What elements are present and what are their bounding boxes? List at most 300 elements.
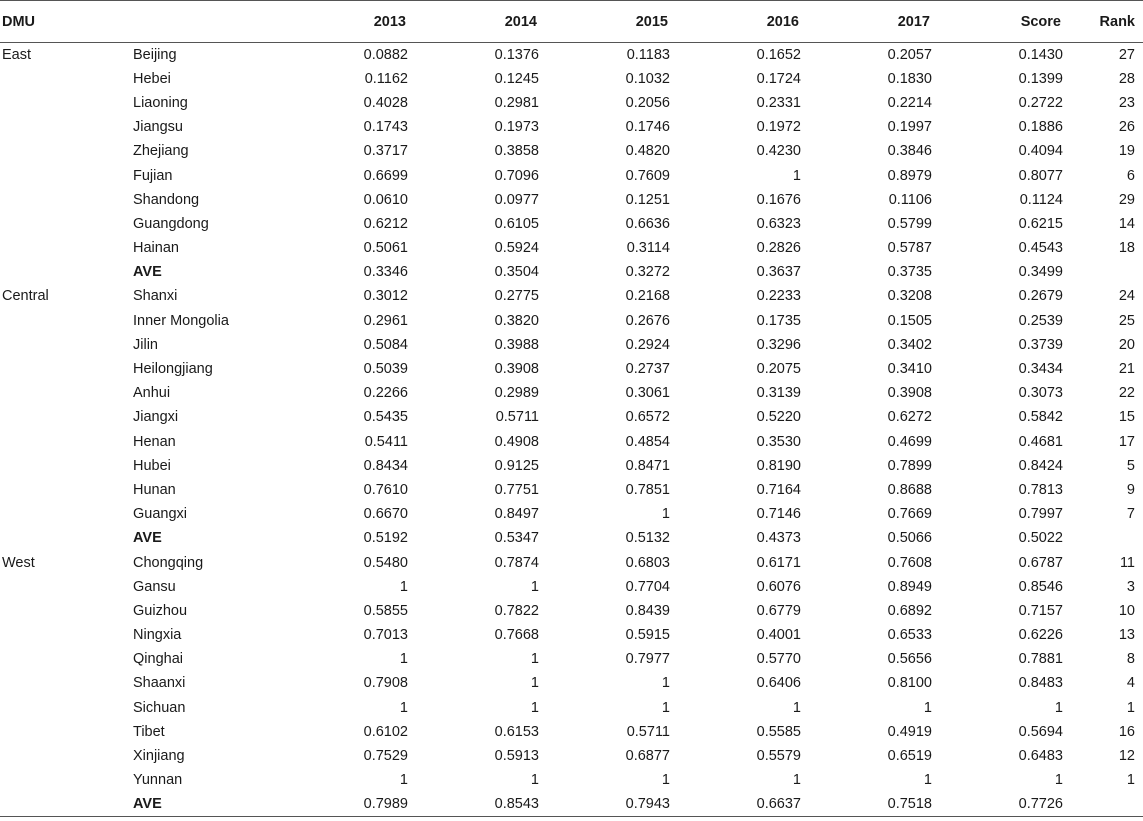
province-name: Sichuan <box>133 699 186 716</box>
score-cell: 1 <box>1054 772 1063 789</box>
region-cell <box>0 405 125 429</box>
value-2013: 0.2961 <box>363 312 408 329</box>
value-2013: 0.7610 <box>363 481 408 498</box>
value-2017: 0.7518 <box>807 792 938 816</box>
table-row <box>0 309 1143 333</box>
value-2013: 0.3717 <box>363 143 408 160</box>
value-2015: 0.3114 <box>626 240 670 257</box>
value-2017: 0.5787 <box>887 240 932 257</box>
score-cell: 0.3739 <box>1018 336 1063 353</box>
value-2015: 0.5132 <box>625 530 670 547</box>
value-2017: 0.8688 <box>887 481 932 498</box>
value-2014: 0.7668 <box>494 627 539 644</box>
rank-cell: 22 <box>1118 385 1135 402</box>
region-cell <box>0 163 125 187</box>
table-row <box>0 575 1143 599</box>
score-cell: 0.8077 <box>1018 167 1063 184</box>
value-2014: 0.3858 <box>494 143 539 160</box>
value-2014: 0.5347 <box>494 530 539 547</box>
score-cell: 0.1399 <box>1018 70 1063 87</box>
value-2017: 0.6892 <box>887 602 932 619</box>
value-2017: 0.7899 <box>887 457 932 474</box>
province-name: Fujian <box>133 167 173 184</box>
region-cell <box>0 91 125 115</box>
rank-cell: 10 <box>1118 602 1135 619</box>
value-2017: 0.3846 <box>887 143 932 160</box>
province-name: Guizhou <box>133 602 188 619</box>
province-name: Hunan <box>133 481 176 498</box>
province-name: Anhui <box>133 385 171 402</box>
value-2015: 0.6572 <box>625 409 670 426</box>
province-name: Shaanxi <box>133 675 186 692</box>
value-2017: 1 <box>923 699 932 716</box>
value-2016: 0.4001 <box>756 627 801 644</box>
value-2013: 0.5039 <box>363 361 408 378</box>
region-cell <box>0 212 125 236</box>
table-row <box>0 671 1143 695</box>
value-2013: 0.7908 <box>363 675 408 692</box>
province-name: Liaoning <box>133 94 188 111</box>
value-2013: 0.3346 <box>363 264 408 281</box>
value-2013: 0.8434 <box>363 457 408 474</box>
value-2017: 0.8100 <box>887 675 932 692</box>
value-2014: 0.2981 <box>494 94 539 111</box>
rank-cell: 15 <box>1118 409 1135 426</box>
value-2015: 0.1746 <box>625 119 670 136</box>
value-2015: 1 <box>661 675 670 692</box>
province-name: Henan <box>133 433 176 450</box>
province-name: Tibet <box>133 723 165 740</box>
value-2015: 0.7851 <box>625 481 670 498</box>
rank-cell: 7 <box>1126 506 1135 523</box>
table-row <box>0 623 1143 647</box>
table-row <box>0 139 1143 163</box>
region-cell <box>0 454 125 478</box>
value-2017: 0.8949 <box>887 578 932 595</box>
value-2017: 0.3908 <box>887 385 932 402</box>
header-province <box>125 1 283 43</box>
province-name: Jilin <box>133 336 158 353</box>
score-cell: 0.6215 <box>1018 215 1063 232</box>
value-2013: 1 <box>399 699 408 716</box>
value-2017: 1 <box>923 772 932 789</box>
score-cell: 0.8483 <box>1018 675 1063 692</box>
value-2016: 1 <box>792 772 801 789</box>
value-2014: 1 <box>530 578 539 595</box>
rank-cell: 1 <box>1126 699 1135 716</box>
table-row <box>0 744 1143 768</box>
region-cell <box>0 768 125 792</box>
value-2016: 1 <box>792 167 801 184</box>
value-2016: 0.8190 <box>756 457 801 474</box>
value-2014: 0.9125 <box>494 457 539 474</box>
value-2013: 0.7989 <box>283 792 414 816</box>
value-2014: 0.7874 <box>494 554 539 571</box>
value-2014: 1 <box>530 675 539 692</box>
score-cell: 0.1886 <box>1018 119 1063 136</box>
value-2016: 0.2331 <box>756 94 801 111</box>
value-2014: 1 <box>530 651 539 668</box>
score-cell: 0.3073 <box>1018 385 1063 402</box>
rank-cell: 14 <box>1118 215 1135 232</box>
region-cell <box>0 623 125 647</box>
value-2016: 0.1735 <box>756 312 801 329</box>
table-row <box>0 357 1143 381</box>
table-body <box>0 43 1143 817</box>
score-cell: 0.7813 <box>1018 481 1063 498</box>
value-2017: 0.8979 <box>887 167 932 184</box>
value-2015: 0.6803 <box>625 554 670 571</box>
value-2016: 0.6323 <box>756 215 801 232</box>
province-name: Guangdong <box>133 215 209 232</box>
region-cell <box>0 599 125 623</box>
value-2015: 0.7609 <box>625 167 670 184</box>
table-row <box>0 647 1143 671</box>
value-2016: 0.3296 <box>756 336 801 353</box>
value-2017: 0.3402 <box>887 336 932 353</box>
value-2017: 0.3735 <box>887 264 932 281</box>
province-name: Xinjiang <box>133 748 185 765</box>
region-cell <box>0 309 125 333</box>
value-2014: 0.7822 <box>494 602 539 619</box>
score-cell: 0.7881 <box>1018 651 1063 668</box>
value-2013: 0.2266 <box>363 385 408 402</box>
score-cell: 0.1430 <box>1018 46 1063 63</box>
province-name: Gansu <box>133 578 176 595</box>
region-cell <box>0 696 125 720</box>
header-year-2016: 2016 <box>676 1 807 43</box>
table-row-average <box>0 526 1143 550</box>
region-cell <box>0 744 125 768</box>
value-2016: 0.2075 <box>756 361 801 378</box>
value-2016: 0.4230 <box>756 143 801 160</box>
value-2017: 0.5799 <box>887 215 932 232</box>
region-cell <box>0 647 125 671</box>
score-cell: 0.4681 <box>1018 433 1063 450</box>
value-2017: 0.4919 <box>887 723 932 740</box>
value-2014: 0.6153 <box>494 723 539 740</box>
value-2015: 1 <box>661 506 670 523</box>
value-2016: 0.6406 <box>756 675 801 692</box>
value-2013: 1 <box>399 772 408 789</box>
value-2013: 0.5411 <box>364 433 408 450</box>
value-2017: 0.1997 <box>887 119 932 136</box>
province-name: Inner Mongolia <box>133 312 229 329</box>
rank-cell: 28 <box>1118 70 1135 87</box>
table-row-average <box>0 792 1143 816</box>
rank-cell: 24 <box>1118 288 1135 305</box>
region-cell: East <box>2 46 32 63</box>
region-cell: Central <box>2 288 49 305</box>
value-2015: 1 <box>661 699 670 716</box>
value-2015: 0.6636 <box>625 215 670 232</box>
value-2016: 0.5585 <box>756 723 801 740</box>
table-row <box>0 696 1143 720</box>
value-2013: 0.5084 <box>363 336 408 353</box>
region-cell <box>0 478 125 502</box>
province-name: Qinghai <box>133 651 183 668</box>
province-name: Hubei <box>133 457 171 474</box>
rank-cell: 20 <box>1118 336 1135 353</box>
province-name: Hebei <box>133 70 171 87</box>
header-year-2015: 2015 <box>545 1 676 43</box>
table-row <box>0 236 1143 260</box>
score-cell: 0.8424 <box>1018 457 1063 474</box>
province-name: Yunnan <box>133 772 183 789</box>
table-row <box>0 188 1143 212</box>
value-2016: 0.3637 <box>756 264 801 281</box>
average-label: AVE <box>125 792 283 816</box>
score-cell: 0.6226 <box>1018 627 1063 644</box>
value-2013: 1 <box>399 651 408 668</box>
value-2014: 0.5924 <box>494 240 539 257</box>
table-row <box>0 212 1143 236</box>
score-cell: 0.3434 <box>1018 361 1063 378</box>
score-cell: 0.7157 <box>1018 602 1063 619</box>
rank-cell <box>1069 792 1143 816</box>
score-cell: 0.7997 <box>1018 506 1063 523</box>
region-cell <box>0 333 125 357</box>
value-2017: 0.3208 <box>887 288 932 305</box>
score-cell: 0.4543 <box>1018 240 1063 257</box>
value-2014: 0.3820 <box>494 312 539 329</box>
region-cell <box>0 502 125 526</box>
average-label: AVE <box>133 264 162 281</box>
rank-cell: 5 <box>1126 457 1135 474</box>
value-2015: 1 <box>661 772 670 789</box>
rank-cell: 27 <box>1118 46 1135 63</box>
score-cell: 0.2679 <box>1018 288 1063 305</box>
region-cell <box>0 792 125 816</box>
value-2014: 0.3908 <box>494 361 539 378</box>
table-header <box>0 1 1143 43</box>
rank-cell: 25 <box>1118 312 1135 329</box>
value-2016: 0.5579 <box>756 748 801 765</box>
value-2016: 0.2826 <box>756 240 801 257</box>
rank-cell: 1 <box>1126 772 1135 789</box>
value-2017: 0.4699 <box>887 433 932 450</box>
value-2014: 0.7751 <box>494 481 539 498</box>
rank-cell: 18 <box>1118 240 1135 257</box>
value-2014: 0.1245 <box>494 70 539 87</box>
value-2017: 0.6533 <box>887 627 932 644</box>
value-2013: 0.5855 <box>363 602 408 619</box>
score-cell: 0.5694 <box>1018 723 1063 740</box>
value-2017: 0.3410 <box>887 361 932 378</box>
rank-cell: 19 <box>1118 143 1135 160</box>
value-2017: 0.1505 <box>887 312 932 329</box>
table-row-average <box>0 260 1143 284</box>
table-row <box>0 381 1143 405</box>
region-cell <box>0 188 125 212</box>
value-2016: 0.3139 <box>756 385 801 402</box>
value-2015: 0.4854 <box>625 433 670 450</box>
rank-cell: 21 <box>1118 361 1135 378</box>
value-2015: 0.6877 <box>625 748 670 765</box>
value-2016: 0.2233 <box>756 288 801 305</box>
value-2015: 0.2924 <box>625 336 670 353</box>
table-row <box>0 284 1143 308</box>
value-2016: 1 <box>792 699 801 716</box>
region-cell <box>0 671 125 695</box>
value-2015: 0.7977 <box>625 651 670 668</box>
value-2013: 0.7013 <box>363 627 408 644</box>
province-name: Shanxi <box>133 288 178 305</box>
rank-cell: 8 <box>1126 651 1135 668</box>
score-cell: 0.3499 <box>1018 264 1063 281</box>
region-cell <box>0 139 125 163</box>
table-row <box>0 720 1143 744</box>
value-2013: 0.0610 <box>363 191 408 208</box>
table-row <box>0 67 1143 91</box>
value-2015: 0.5915 <box>625 627 670 644</box>
value-2014: 0.5913 <box>494 748 539 765</box>
rank-cell: 16 <box>1118 723 1135 740</box>
score-cell: 0.7726 <box>938 792 1069 816</box>
value-2013: 0.1743 <box>363 119 408 136</box>
value-2015: 0.7943 <box>545 792 676 816</box>
region-cell <box>0 575 125 599</box>
value-2015: 0.1251 <box>625 191 670 208</box>
value-2017: 0.1106 <box>888 191 932 208</box>
value-2017: 0.5066 <box>887 530 932 547</box>
value-2014: 0.8497 <box>494 506 539 523</box>
table-row <box>0 478 1143 502</box>
region-cell <box>0 67 125 91</box>
value-2016: 0.1724 <box>756 70 801 87</box>
value-2013: 0.1162 <box>364 70 408 87</box>
value-2014: 0.5711 <box>495 409 539 426</box>
rank-cell: 29 <box>1118 191 1135 208</box>
region-cell <box>0 236 125 260</box>
value-2016: 0.7164 <box>756 481 801 498</box>
header-dmu: DMU <box>0 1 125 43</box>
region-cell <box>0 720 125 744</box>
table-row <box>0 91 1143 115</box>
header-score: Score <box>938 1 1069 43</box>
table-row <box>0 115 1143 139</box>
value-2015: 0.8439 <box>625 602 670 619</box>
header-year-2014: 2014 <box>414 1 545 43</box>
score-cell: 0.5022 <box>1018 530 1063 547</box>
value-2013: 0.6102 <box>363 723 408 740</box>
score-cell: 0.1124 <box>1019 191 1063 208</box>
value-2014: 0.0977 <box>494 191 539 208</box>
score-cell: 1 <box>1054 699 1063 716</box>
region-cell <box>0 381 125 405</box>
header-rank: Rank <box>1069 1 1143 43</box>
value-2016: 0.1676 <box>756 191 801 208</box>
value-2014: 0.7096 <box>494 167 539 184</box>
province-name: Chongqing <box>133 554 204 571</box>
table-row <box>0 163 1143 187</box>
value-2014: 0.6105 <box>494 215 539 232</box>
province-name: Shandong <box>133 191 200 208</box>
value-2016: 0.6076 <box>756 578 801 595</box>
rank-cell: 6 <box>1126 167 1135 184</box>
value-2013: 0.5480 <box>363 554 408 571</box>
value-2016: 0.6171 <box>756 554 801 571</box>
value-2013: 0.5061 <box>363 240 408 257</box>
value-2015: 0.2737 <box>625 361 670 378</box>
value-2015: 0.3061 <box>625 385 670 402</box>
value-2013: 0.5435 <box>363 409 408 426</box>
rank-cell: 4 <box>1126 675 1135 692</box>
province-name: Zhejiang <box>133 143 189 160</box>
value-2013: 0.5192 <box>363 530 408 547</box>
value-2014: 0.2775 <box>494 288 539 305</box>
value-2016: 0.5770 <box>756 651 801 668</box>
rank-cell: 17 <box>1118 433 1135 450</box>
value-2016: 0.1652 <box>756 46 801 63</box>
score-cell: 0.4094 <box>1018 143 1063 160</box>
value-2013: 0.3012 <box>363 288 408 305</box>
province-name: Jiangsu <box>133 119 183 136</box>
value-2015: 0.2056 <box>625 94 670 111</box>
value-2016: 0.7146 <box>756 506 801 523</box>
province-name: Jiangxi <box>133 409 179 426</box>
region-cell <box>0 357 125 381</box>
value-2015: 0.7704 <box>625 578 670 595</box>
rank-cell <box>1069 260 1143 284</box>
value-2016: 0.3530 <box>756 433 801 450</box>
province-name: Beijing <box>133 46 177 63</box>
value-2015: 0.2168 <box>625 288 670 305</box>
value-2015: 0.1032 <box>625 70 670 87</box>
value-2013: 0.7529 <box>363 748 408 765</box>
value-2014: 0.4908 <box>494 433 539 450</box>
score-cell: 0.5842 <box>1018 409 1063 426</box>
table-row <box>0 405 1143 429</box>
rank-cell: 11 <box>1119 554 1135 571</box>
value-2015: 0.1183 <box>626 46 670 63</box>
value-2016: 0.1972 <box>756 119 801 136</box>
header-row <box>0 1 1143 43</box>
table-row <box>0 502 1143 526</box>
value-2013: 0.6699 <box>363 167 408 184</box>
value-2014: 0.3988 <box>494 336 539 353</box>
value-2016: 0.6637 <box>676 792 807 816</box>
header-year-2017: 2017 <box>807 1 938 43</box>
province-name: Ningxia <box>133 627 182 644</box>
province-name: Heilongjiang <box>133 361 213 378</box>
score-cell: 0.6483 <box>1018 748 1063 765</box>
region-cell <box>0 260 125 284</box>
value-2017: 0.2214 <box>887 94 932 111</box>
region-cell <box>0 115 125 139</box>
region-cell: West <box>2 554 35 571</box>
rank-cell: 13 <box>1118 627 1135 644</box>
rank-cell: 12 <box>1118 748 1135 765</box>
value-2015: 0.2676 <box>625 312 670 329</box>
value-2017: 0.5656 <box>887 651 932 668</box>
value-2017: 0.1830 <box>887 70 932 87</box>
value-2014: 1 <box>530 772 539 789</box>
score-cell: 0.2722 <box>1018 94 1063 111</box>
value-2015: 0.5711 <box>626 723 670 740</box>
header-year-2013: 2013 <box>283 1 414 43</box>
value-2016: 0.5220 <box>756 409 801 426</box>
value-2013: 0.4028 <box>363 94 408 111</box>
value-2013: 0.6212 <box>363 215 408 232</box>
table-row <box>0 43 1143 67</box>
value-2017: 0.2057 <box>887 46 932 63</box>
rank-cell: 23 <box>1118 94 1135 111</box>
value-2013: 1 <box>399 578 408 595</box>
value-2017: 0.7669 <box>887 506 932 523</box>
value-2014: 0.8543 <box>414 792 545 816</box>
value-2013: 0.0882 <box>363 46 408 63</box>
